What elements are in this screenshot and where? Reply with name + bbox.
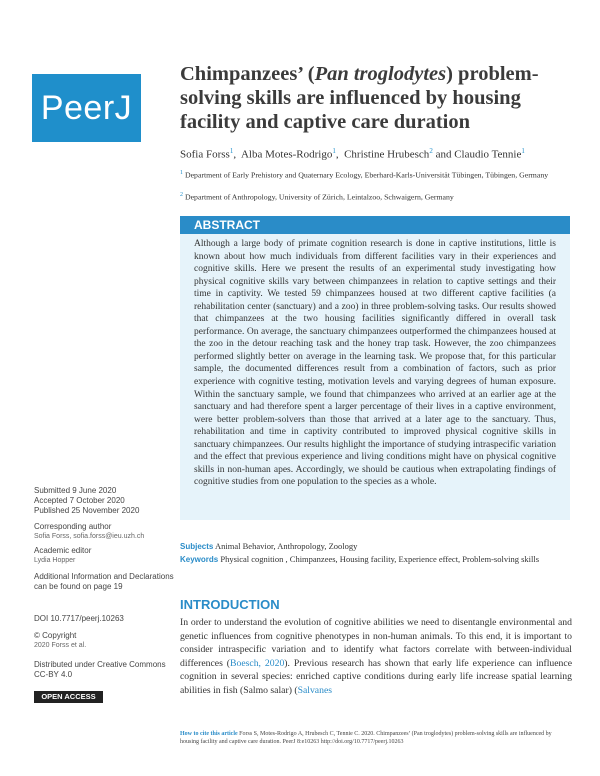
copyright xyxy=(34,631,174,651)
editor-label: Academic editor xyxy=(34,546,92,555)
title-part-2: ) problem-solving skills are influenced by housing facility and captive care duration xyxy=(180,63,539,133)
additional-info xyxy=(34,572,174,592)
affiliation-sup: 1 xyxy=(180,170,183,176)
abstract-text: Although a large body of primate cognition research is done in captive institutions, little is known about how much individuals from different facilities vary in their experiences and cognitive skills. Here we present the results of an experimental study investigating how physical cognitive skills vary between chimpanzees in relation to captive settings and their time in captivity. We tested 59 chimpanzees housed at two different captive facilities (a rehabilitation center (sanctuary) and a zoo) in three problem-solving tasks. Our results showed that chimpanzees at the two housing facilities significantly differed in overall task performance. On average, the sanctuary chimpanzees outperformed the chimpanzees housed at the zoo in the detour reaching task and the honey trap task. However, the zoo chimpanzees performed slightly better on average in the learning task. We propose that, for this particular sample, the documented differences result from a combination of factors, such as prior experience with cognitive testing, motivation levels and varying degrees of human exposure. Within the sanctuary sample, we found that chimpanzees who arrived at an earlier age at the sanctuary and had therefore spent a larger percentage of their lives in a captive environment, were better problem-solvers than those that arrived at a later age to the sanctuary. Thus, rehabilitation and time in captivity contributed to improved physical cognitive skills in sanctuary chimpanzees. Our results highlight the importance of studying intraspecific variation and the effect that previous experience and living conditions might have on physical cognitive skills in non-human apes. Accordingly, we should be cautious when extrapolating findings of cognitive studies from one population to the species as a whole. xyxy=(194,239,556,488)
affiliation-sup: 2 xyxy=(180,192,183,198)
sidebar-dates xyxy=(34,486,174,516)
corresponding-author xyxy=(34,522,174,542)
title-species: Pan troglodytes xyxy=(314,63,447,85)
intro-text-1: In order to understand the evolution of cognitive abilities we need to disentangle environmental and genetic influences from cognitive phenotypes in non-human animals. To this end, it is important to consider intraspecific variation and to identify what factors correlate with between-individual differences ( xyxy=(180,617,572,669)
corresponding-value[interactable]: Sofia Forss, sofia.forss@ieu.uzh.ch xyxy=(34,533,145,540)
accepted-date: Accepted 7 October 2020 xyxy=(34,496,125,505)
abstract-heading: ABSTRACT xyxy=(180,216,570,234)
keywords xyxy=(180,554,570,565)
author-name[interactable]: Alba Motes-Rodrigo xyxy=(240,148,333,161)
intro-citation-link[interactable]: Boesch, 2020 xyxy=(230,657,285,669)
copyright-label-text: Copyright xyxy=(42,631,77,640)
subjects-text: Animal Behavior, Anthropology, Zoology xyxy=(215,541,358,551)
published-date: Published 25 November 2020 xyxy=(34,506,140,515)
author-sup: 1 xyxy=(521,147,525,155)
affiliation xyxy=(180,168,570,181)
author-list: Sofia Forss$^1$, Alba Motes-Rodrigo$^1$, Christine Hrubesch$^2$ and Claudio Tennie$^1$ xyxy=(180,147,525,161)
article-title xyxy=(180,62,580,134)
doi-text[interactable]: DOI 10.7717/peerj.10263 xyxy=(34,614,124,623)
copyright-icon: © xyxy=(34,631,40,640)
introduction-text xyxy=(180,616,572,698)
editor-value: Lydia Hopper xyxy=(34,557,76,564)
submitted-date: Submitted 9 June 2020 xyxy=(34,486,117,495)
affiliation xyxy=(180,190,570,203)
license xyxy=(34,660,174,680)
citation-label: How to cite this article xyxy=(180,731,238,737)
additional-text: Additional Information and Declarations can be found on page 19 xyxy=(34,572,174,591)
keywords-label: Keywords xyxy=(180,555,219,564)
copyright-value: 2020 Forss et al. xyxy=(34,642,87,649)
citation-footer xyxy=(180,730,572,746)
intro-text-2: ). Previous research has shown that early life experience can influence cognition in several species: enriched captive conditions during early life increase spatial learning abilities in fish (Salmo salar) ( xyxy=(180,657,572,696)
keywords-text: Physical cognition , Chimpanzees, Housing facility, Experience effect, Problem-solving skills xyxy=(220,554,540,564)
abstract-section xyxy=(180,216,570,520)
subjects-label: Subjects xyxy=(180,542,214,551)
intro-citation-link[interactable]: Salvanes xyxy=(297,684,333,696)
subjects xyxy=(180,541,570,552)
doi xyxy=(34,614,174,624)
author-name[interactable]: Claudio Tennie xyxy=(454,148,522,161)
license-text[interactable]: Distributed under Creative Commons CC-BY 4.0 xyxy=(34,660,166,679)
affiliation-text: Department of Early Prehistory and Quaternary Ecology, Eberhard-Karls-Universität Tübingen, Tübingen, Germany xyxy=(184,170,549,180)
author-name[interactable]: Sofia Forss xyxy=(180,148,230,161)
open-access-badge: OPEN ACCESS xyxy=(34,691,103,703)
logo-text: PeerJ xyxy=(40,89,133,127)
academic-editor xyxy=(34,546,174,566)
citation-text: Forss S, Motes-Rodrigo A, Hrubesch C, Tennie C. 2020. Chimpanzees’ (Pan troglodytes) problem-solving skills are influenced by housing facility and captive care duration. PeerJ 8:e10263 http://doi.org/10.7717/peerj.10263 xyxy=(180,731,552,745)
author-sup: 1 xyxy=(332,147,336,155)
peerj-logo xyxy=(32,74,141,142)
corresponding-label: Corresponding author xyxy=(34,522,112,531)
title-part-1: Chimpanzees’ ( xyxy=(180,63,315,85)
introduction-heading: INTRODUCTION xyxy=(180,597,280,612)
author-sup: 1 xyxy=(229,147,234,155)
author-name[interactable]: Christine Hrubesch xyxy=(344,148,430,161)
author-sup: 2 xyxy=(429,147,433,155)
affiliation-text: Department of Anthropology, University of Zürich, Leintalzoo, Schwaigern, Germany xyxy=(184,192,454,202)
copyright-label xyxy=(34,631,174,641)
